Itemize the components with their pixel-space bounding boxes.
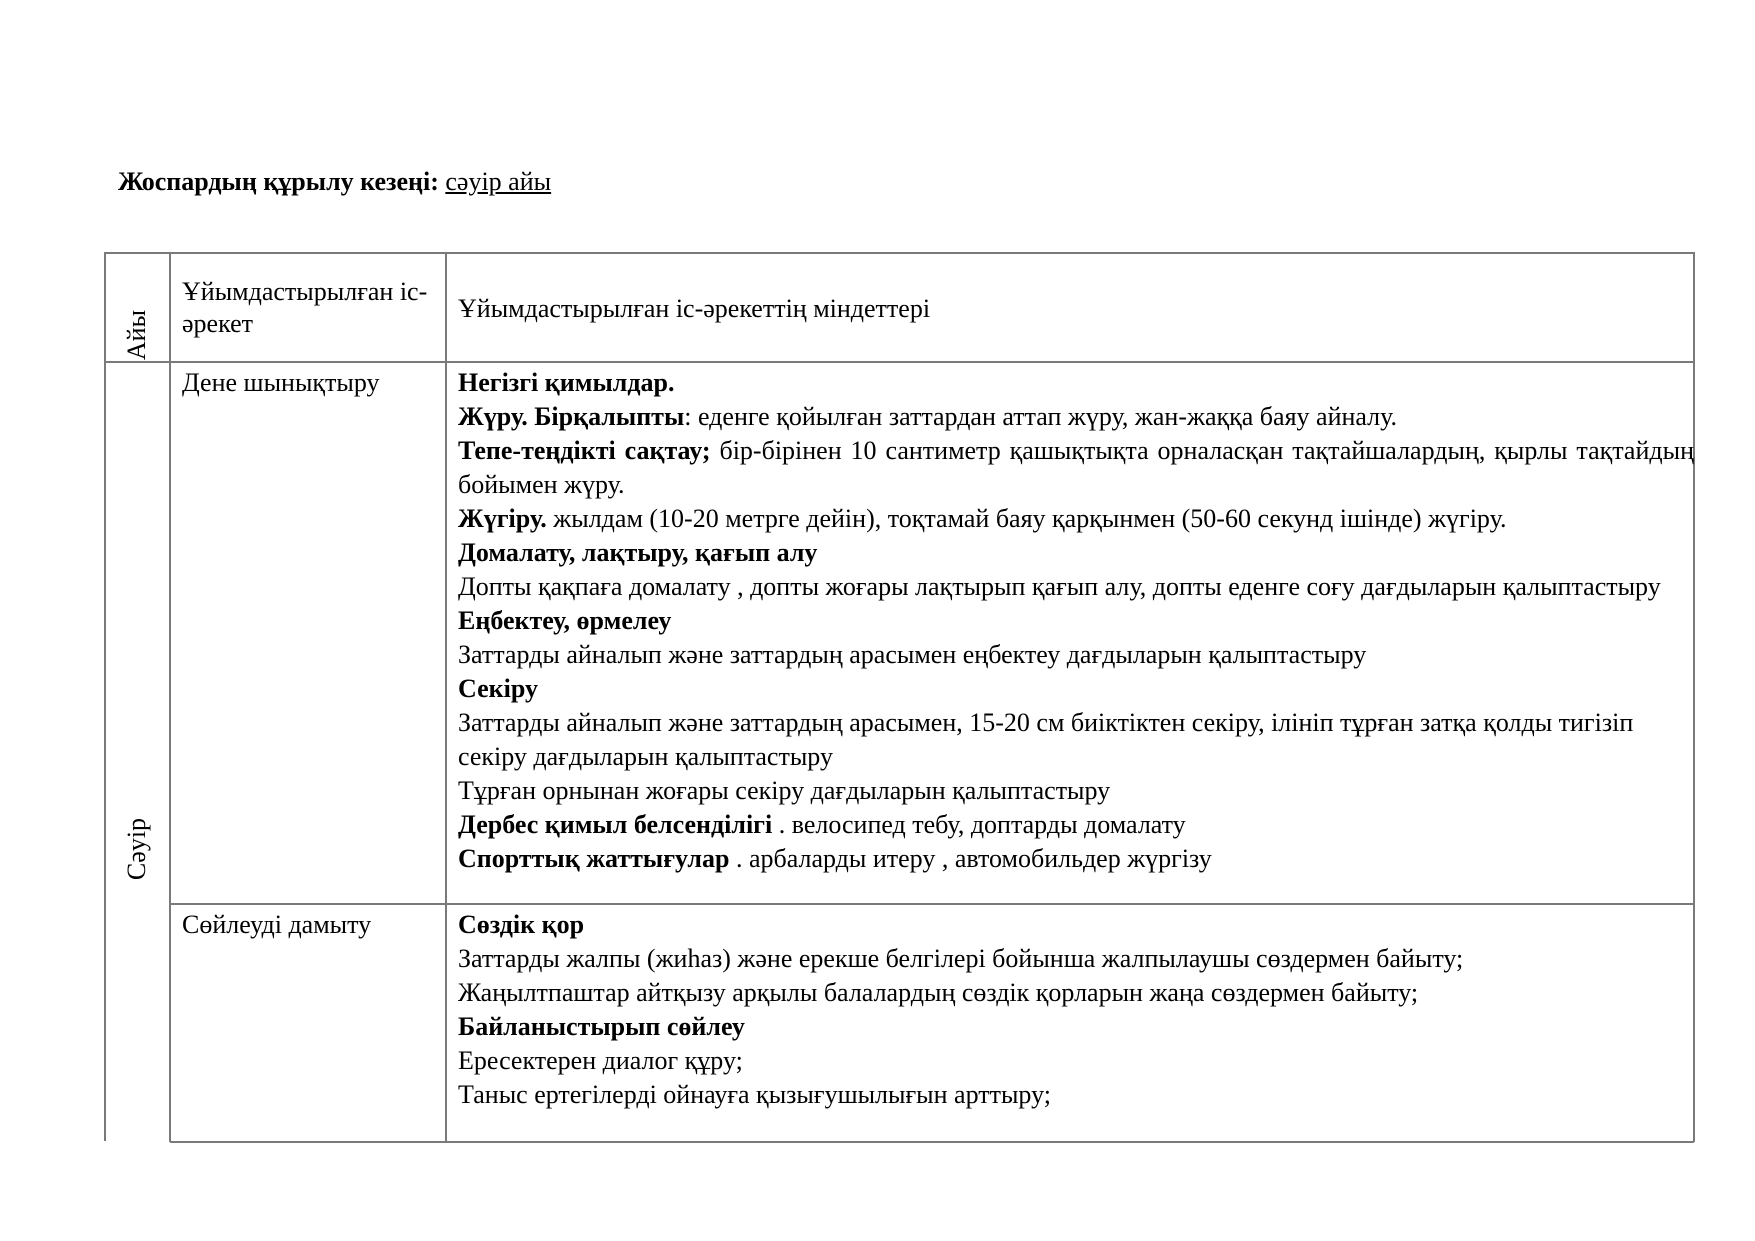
task-line: Заттарды айналып және заттардың арасымен, 15-20 см биіктіктен секіру, ілініп тұрған затқа қолды тигізіп секіру дағдыларын қалыптастыру bbox=[458, 708, 1634, 771]
table-border-left bbox=[104, 252, 106, 1141]
plan-stage-value: сәуір айы bbox=[445, 167, 552, 196]
task-line: Секіру bbox=[458, 674, 538, 703]
tasks-physical-education bbox=[458, 366, 1694, 876]
task-line: Допты қақпаға домалату , допты жоғары лақтырып қағып алу, допты еденге соғу дағдыларын қалыптастыру bbox=[458, 572, 1661, 601]
table-border-col2 bbox=[445, 252, 447, 1142]
task-line: Тепе-теңдікті сақтау; бір-бірінен 10 сантиметр қашықтықта орналасқан тақтайшалардың, қырлы тақтайдың бойымен жүру. bbox=[458, 436, 1694, 499]
column-header-activity: Ұйымдастырылған іс-әрекет bbox=[182, 277, 428, 338]
table-border-row-divider bbox=[170, 903, 1694, 905]
month-cell: Сәуір bbox=[122, 817, 151, 881]
task-line: Жүру. Бірқалыпты: еденге қойылған заттардан аттап жүру, жан-жаққа баяу айналу. bbox=[458, 402, 1398, 431]
task-line: Таныс ертегілерді ойнауға қызығушылығын арттыру; bbox=[458, 1080, 1051, 1109]
task-line: Заттарды жалпы (жиһаз) және ерекше белгілері бойынша жалпылаушы сөздермен байыту; bbox=[458, 944, 1464, 973]
table-border-bottom bbox=[170, 1141, 1694, 1143]
activity-speech-development: Сөйлеуді дамыту bbox=[182, 910, 372, 939]
column-header-tasks: Ұйымдастырылған іс-әрекеттің міндеттері bbox=[458, 294, 931, 323]
task-line: Сөздік қор bbox=[458, 910, 585, 939]
task-line: Ересектерен диалог құру; bbox=[458, 1046, 743, 1075]
table-border-header-bottom bbox=[104, 361, 1694, 363]
table-border-top bbox=[104, 252, 1694, 254]
table-border-col1 bbox=[169, 252, 171, 1142]
task-line: Жүгіру. жылдам (10-20 метрге дейін), тоқтамай баяу қарқынмен (50-60 секунд ішінде) жүгіру. bbox=[458, 504, 1507, 533]
task-line: Заттарды айналып және заттардың арасымен еңбектеу дағдыларын қалыптастыру bbox=[458, 640, 1367, 669]
tasks-speech-development bbox=[458, 908, 1694, 1112]
task-line: Еңбектеу, өрмелеу bbox=[458, 606, 672, 635]
plan-stage-label: Жоспардың құрылу кезеңі: bbox=[118, 167, 439, 196]
task-line: Спорттық жаттығулар . арбаларды итеру , автомобильдер жүргізу bbox=[458, 844, 1212, 873]
column-header-month: Айы bbox=[122, 309, 151, 361]
task-line: Жаңылтпаштар айтқызу арқылы балалардың сөздік қорларын жаңа сөздермен байыту; bbox=[458, 978, 1419, 1007]
activity-physical-education: Дене шынықтыру bbox=[182, 368, 380, 397]
task-line: Байланыстырып сөйлеу bbox=[458, 1012, 745, 1041]
task-line: Дербес қимыл белсенділігі . велосипед тебу, доптарды домалату bbox=[458, 810, 1186, 839]
task-line: Негізгі қимылдар. bbox=[458, 368, 675, 397]
task-line: Домалату, лақтыру, қағып алу bbox=[458, 538, 818, 567]
task-line: Тұрған орнынан жоғары секіру дағдыларын қалыптастыру bbox=[458, 776, 1111, 805]
